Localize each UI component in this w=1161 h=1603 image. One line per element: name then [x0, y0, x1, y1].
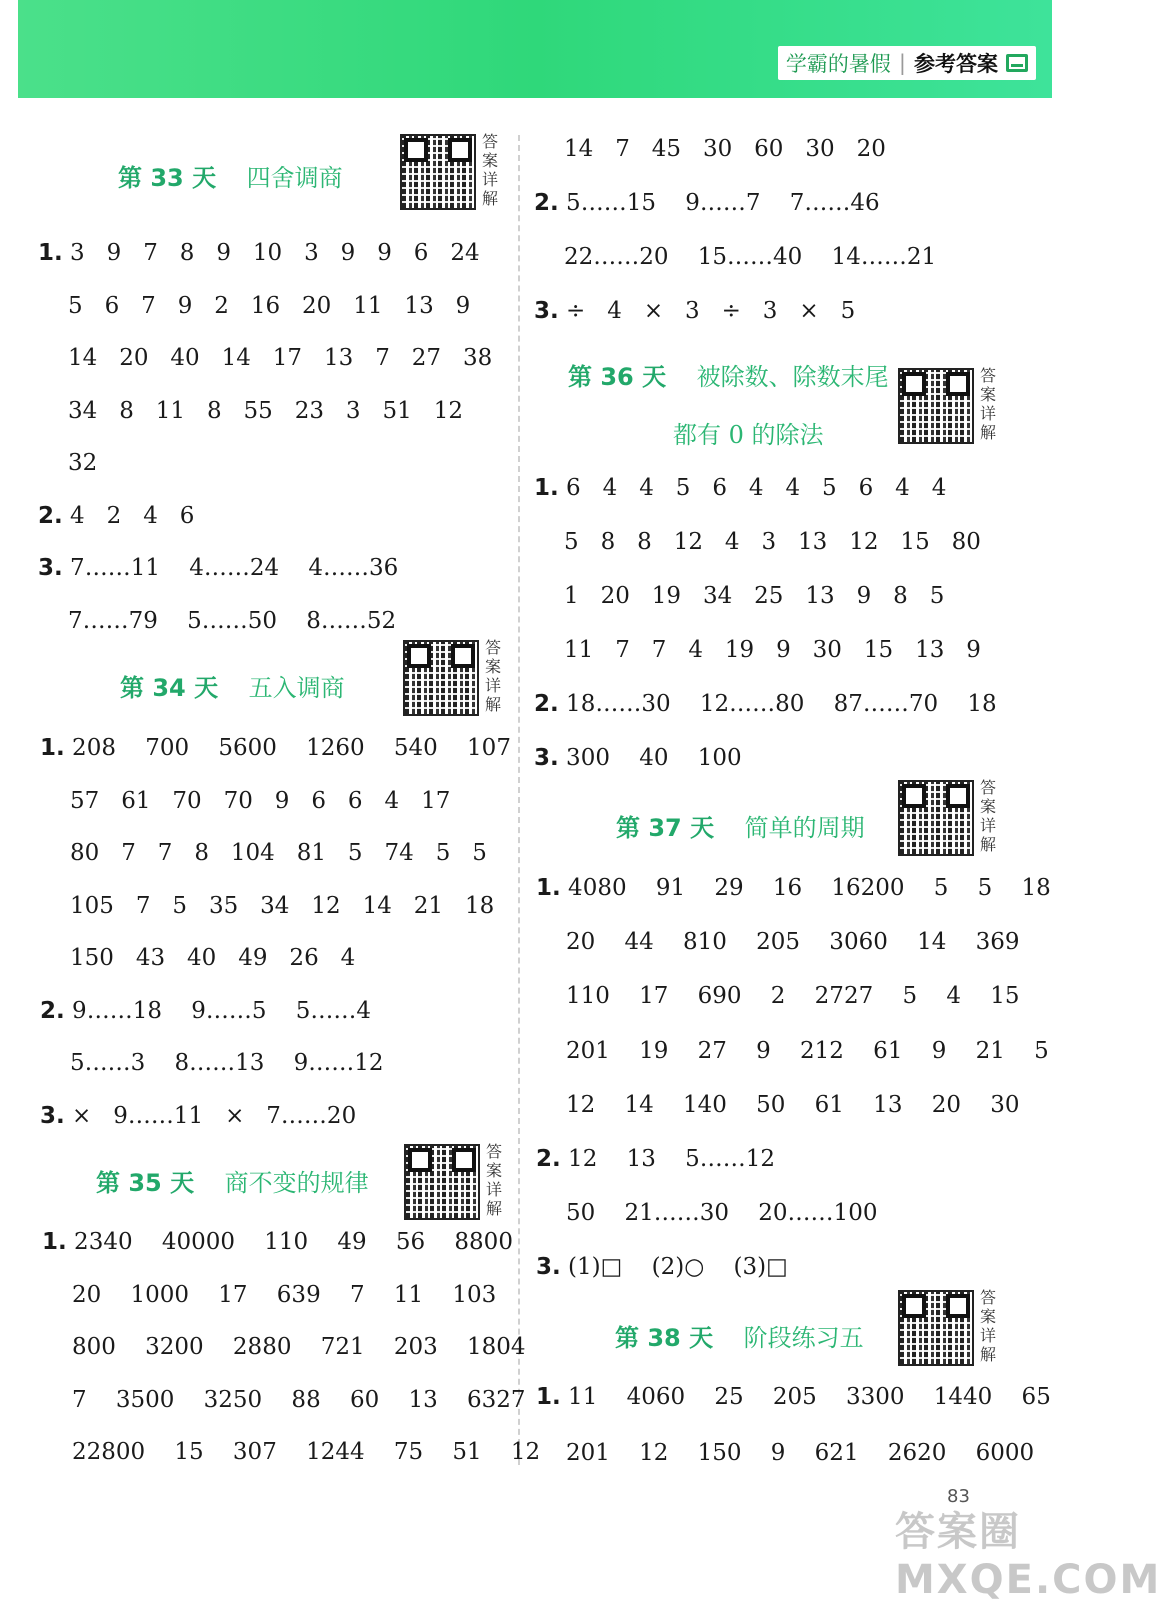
answer-line [38, 238, 480, 268]
answer-line [536, 927, 1020, 957]
answer-text: 18……30 12……80 87……70 18 [558, 691, 997, 717]
answer-text: 208 700 5600 1260 540 107 [64, 735, 511, 761]
day-title [118, 158, 343, 193]
qr-code-icon[interactable] [898, 368, 974, 444]
answer-line [40, 996, 371, 1026]
answer-text: 1 20 19 34 25 13 9 8 5 [564, 583, 945, 609]
answer-text: 80 7 7 8 104 81 5 74 5 5 [70, 840, 487, 866]
header-separator: | [898, 51, 906, 75]
question-number: 2. [38, 502, 63, 529]
answer-line [42, 1332, 526, 1362]
day-label: 第 35 天 [96, 1169, 195, 1197]
answer-line [534, 134, 886, 164]
answer-line [38, 291, 470, 321]
day-topic: 商不变的规律 [194, 1169, 369, 1197]
answer-line [40, 1101, 356, 1131]
column-divider [518, 135, 520, 1465]
answer-line [536, 1036, 1049, 1066]
answer-line [534, 743, 742, 773]
answer-text: 800 3200 2880 721 203 1804 [72, 1334, 526, 1360]
answer-text: 11 7 7 4 19 9 30 15 13 9 [564, 637, 981, 663]
day-topic: 简单的周期 [714, 814, 865, 842]
answer-text: 11 4060 25 205 3300 1440 65 [560, 1384, 1051, 1410]
day-title [568, 357, 889, 392]
answer-line [534, 296, 855, 326]
answer-line [536, 873, 1051, 903]
day-topic: 四舍调商 [216, 164, 343, 192]
answer-line [534, 527, 981, 557]
answer-text: 7……79 5……50 8……52 [68, 607, 397, 634]
answer-line [38, 343, 492, 373]
qr-code-icon[interactable] [898, 1290, 974, 1366]
question-number: 1. [536, 1384, 561, 1410]
answer-line [38, 606, 396, 636]
answer-line [534, 581, 944, 611]
header-label [778, 46, 1036, 80]
answer-text: 5……3 8……13 9……12 [70, 1050, 384, 1076]
answer-text: 14 20 40 14 17 13 7 27 38 [68, 345, 493, 371]
answer-line [40, 733, 511, 763]
answer-text: × 9……11 × 7……20 [64, 1102, 357, 1129]
answer-line [536, 1252, 788, 1282]
question-number: 1. [40, 735, 65, 761]
answer-text: 3 9 7 8 9 10 3 9 9 6 24 [62, 240, 480, 266]
answer-text: 2340 40000 110 49 56 8800 [66, 1229, 513, 1255]
answer-line [536, 1144, 775, 1174]
question-number: 1. [38, 240, 63, 266]
answer-line [40, 838, 487, 868]
answer-line [42, 1280, 496, 1310]
answer-line [534, 473, 946, 503]
answer-line [40, 1048, 384, 1078]
question-number: 2. [534, 691, 559, 717]
qr-code-icon[interactable] [403, 640, 479, 716]
page-number: 83 [947, 1486, 970, 1507]
answer-text: 7 3500 3250 88 60 13 6327 [72, 1386, 526, 1413]
answer-line [534, 635, 981, 665]
day-title [616, 808, 865, 843]
header-section: 参考答案 [914, 52, 998, 76]
qr-label: 答案详解 [980, 366, 997, 442]
answer-text: 14 7 45 30 60 30 20 [564, 136, 886, 162]
answer-text: 110 17 690 2 2727 5 4 15 [566, 983, 1020, 1010]
answer-line [536, 981, 1019, 1011]
answer-line [40, 943, 355, 973]
day-label: 第 34 天 [120, 674, 219, 702]
question-number: 1. [42, 1229, 67, 1255]
answer-line [38, 448, 97, 478]
qr-code-icon[interactable] [898, 780, 974, 856]
answer-line [534, 689, 997, 719]
day-title [120, 668, 345, 703]
answer-line [534, 242, 936, 272]
answer-text: 150 43 40 49 26 4 [70, 945, 356, 971]
qr-label: 答案详解 [485, 638, 502, 714]
answer-text: 57 61 70 70 9 6 6 4 17 [70, 787, 451, 814]
answer-text: 32 [68, 450, 98, 476]
book-icon [1006, 54, 1028, 72]
question-number: 2. [536, 1146, 561, 1172]
answer-line [42, 1227, 513, 1257]
qr-label: 答案详解 [980, 1288, 997, 1364]
watermark: 答案圈 MXQE.COM [895, 1509, 1161, 1603]
question-number: 1. [536, 875, 561, 901]
answer-text: 300 40 100 [558, 745, 742, 771]
answer-text: 5……15 9……7 7……46 [558, 190, 880, 216]
day-topic: 被除数、除数末尾 [666, 363, 889, 391]
answer-text: 20 1000 17 639 7 11 103 [72, 1281, 497, 1308]
answer-line [40, 786, 450, 816]
day-topic: 阶段练习五 [713, 1324, 864, 1352]
answer-text: 12 13 5……12 [560, 1146, 775, 1172]
answer-line [536, 1198, 877, 1228]
answer-line [42, 1437, 540, 1467]
day-label: 第 33 天 [118, 164, 217, 192]
question-number: 2. [40, 997, 65, 1024]
answer-line [536, 1382, 1051, 1412]
answer-text: 4 2 4 6 [62, 502, 195, 529]
qr-label: 答案详解 [980, 778, 997, 854]
answer-text: 22……20 15……40 14……21 [564, 244, 937, 270]
answer-text: ÷ 4 × 3 ÷ 3 × 5 [558, 298, 856, 324]
day-title [96, 1163, 369, 1198]
answer-line [534, 188, 880, 218]
qr-code-icon[interactable] [404, 1144, 480, 1220]
answer-text: 4080 91 29 16 16200 5 5 18 [560, 875, 1051, 901]
question-number: 3. [40, 1102, 65, 1129]
day-title [615, 1318, 864, 1353]
answer-text: 5 6 7 9 2 16 20 11 13 9 [68, 292, 471, 319]
answer-text: 50 21……30 20……100 [566, 1200, 878, 1227]
answer-text: 20 44 810 205 3060 14 369 [566, 929, 1020, 956]
answer-text: 7……11 4……24 4……36 [62, 555, 399, 581]
answer-text: 5 8 8 12 4 3 13 12 15 80 [564, 529, 981, 555]
header-series: 学霸的暑假 [785, 52, 891, 76]
answer-text: 201 19 27 9 212 61 9 21 5 [566, 1037, 1049, 1064]
answer-line [40, 891, 494, 921]
day-label: 第 36 天 [568, 363, 667, 391]
qr-code-icon[interactable] [400, 134, 476, 210]
answer-text: 201 12 150 9 621 2620 6000 [566, 1440, 1035, 1466]
answer-text: 34 8 11 8 55 23 3 51 12 [68, 397, 463, 424]
answer-line [42, 1385, 526, 1415]
answer-text: 9……18 9……5 5……4 [64, 997, 371, 1024]
answer-text: 6 4 4 5 6 4 4 5 6 4 4 [558, 475, 947, 501]
day-label: 第 37 天 [616, 814, 715, 842]
day-topic-line2: 都有 0 的除法 [673, 421, 824, 449]
answer-text: 105 7 5 35 34 12 14 21 18 [70, 892, 495, 919]
answer-line [536, 1438, 1034, 1468]
day-label: 第 38 天 [615, 1324, 714, 1352]
question-number: 3. [534, 298, 559, 324]
question-number: 1. [534, 475, 559, 501]
answer-line [536, 1090, 1019, 1120]
answer-text: 12 14 140 50 61 13 20 30 [566, 1091, 1020, 1118]
answer-text: (1)□ (2)○ (3)□ [560, 1254, 788, 1281]
question-number: 3. [38, 555, 63, 581]
answer-line [38, 396, 463, 426]
answer-text: 22800 15 307 1244 75 51 12 [72, 1439, 541, 1465]
answer-line [38, 501, 194, 531]
qr-label: 答案详解 [482, 132, 499, 208]
question-number: 3. [536, 1254, 561, 1281]
question-number: 3. [534, 745, 559, 771]
question-number: 2. [534, 190, 559, 216]
day-topic: 五入调商 [218, 674, 345, 702]
qr-label: 答案详解 [486, 1142, 503, 1218]
answer-line [38, 553, 398, 583]
